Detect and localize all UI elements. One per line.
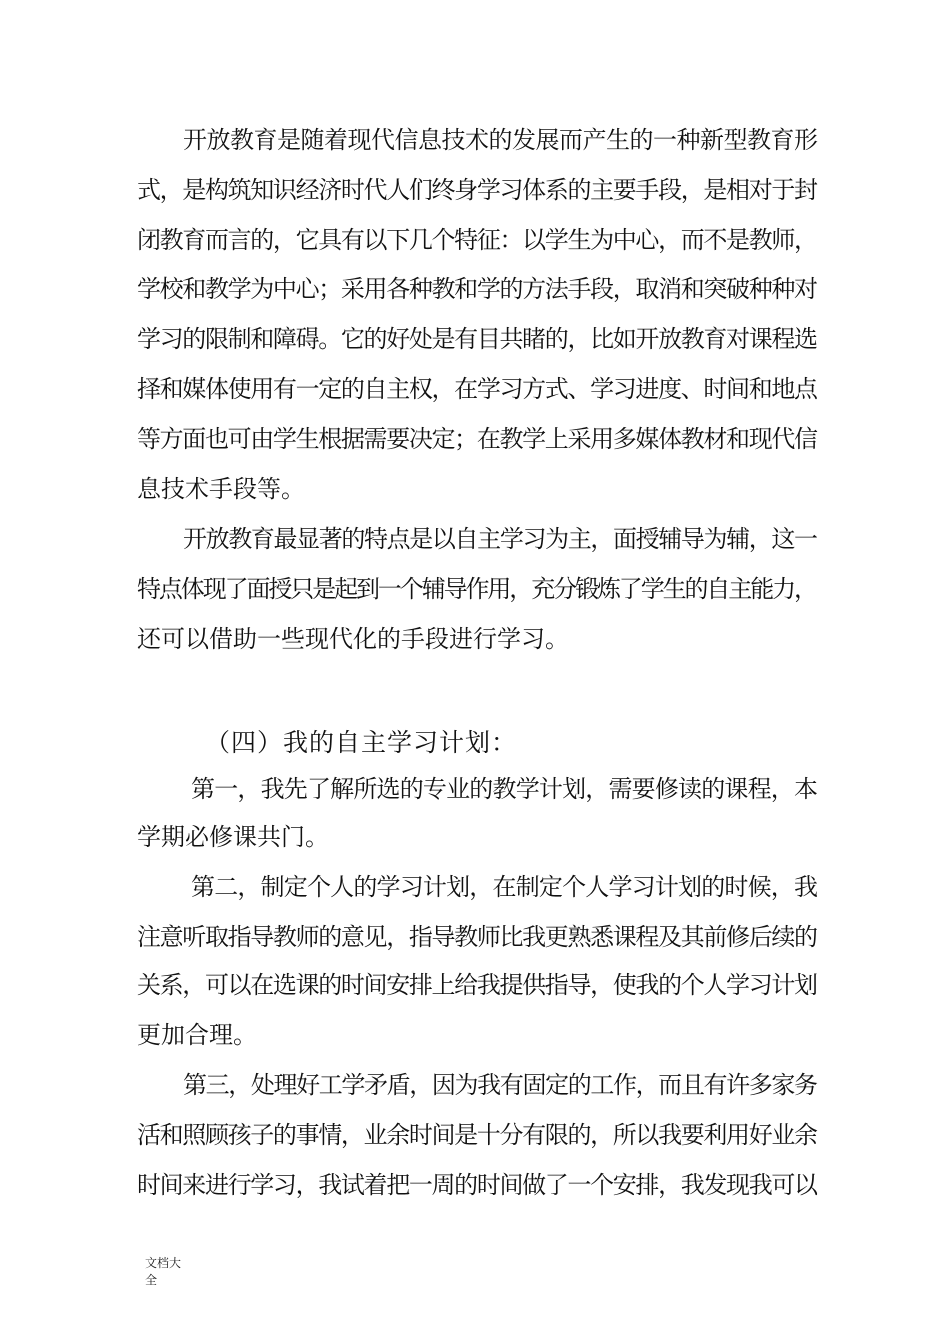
text-line: 第三，处理好工学矛盾，因为我有固定的工作，而且有许多家务 xyxy=(183,1071,817,1099)
text-line: 学期必修课共门。 xyxy=(137,823,329,851)
page-footer xyxy=(145,1255,181,1289)
footer-line-1: 文档大 xyxy=(145,1256,182,1270)
section-heading: （四）我的自主学习计划： xyxy=(205,728,518,757)
text-line: 还可以借助一些现代化的手段进行学习。 xyxy=(137,625,569,653)
text-line: 活和照顾孩子的事情，业余时间是十分有限的，所以我要利用好业余 xyxy=(137,1121,817,1149)
text-line: 择和媒体使用有一定的自主权，在学习方式、学习进度、时间和地点 xyxy=(137,375,817,403)
text-line: 式，是构筑知识经济时代人们终身学习体系的主要手段，是相对于封 xyxy=(137,176,817,204)
text-line: 关系，可以在选课的时间安排上给我提供指导，使我的个人学习计划 xyxy=(137,971,817,999)
text-line: 等方面也可由学生根据需要决定；在教学上采用多媒体教材和现代信 xyxy=(137,425,817,453)
text-line: 第二，制定个人的学习计划，在制定个人学习计划的时候，我 xyxy=(191,873,818,901)
text-line: 闭教育而言的，它具有以下几个特征：以学生为中心，而不是教师， xyxy=(137,226,817,254)
text-line: 息技术手段等。 xyxy=(137,475,305,503)
text-line: 特点体现了面授只是起到一个辅导作用，充分锻炼了学生的自主能力， xyxy=(137,575,816,603)
text-line: 开放教育是随着现代信息技术的发展而产生的一种新型教育形 xyxy=(183,126,818,154)
footer-line-2: 全 xyxy=(145,1273,158,1287)
text-line: 学校和教学为中心；采用各种教和学的方法手段，取消和突破种种对 xyxy=(137,275,817,303)
text-line: 时间来进行学习，我试着把一周的时间做了一个安排，我发现我可以 xyxy=(137,1171,817,1199)
text-line: 学习的限制和障碍。它的好处是有目共睹的，比如开放教育对课程选 xyxy=(137,325,817,353)
text-line: 注意听取指导教师的意见，指导教师比我更熟悉课程及其前修后续的 xyxy=(137,923,817,951)
text-line: 第一，我先了解所选的专业的教学计划，需要修读的课程，本 xyxy=(191,775,818,803)
text-line: 开放教育最显著的特点是以自主学习为主，面授辅导为辅，这一 xyxy=(183,525,817,553)
text-line: 更加合理。 xyxy=(137,1021,257,1049)
